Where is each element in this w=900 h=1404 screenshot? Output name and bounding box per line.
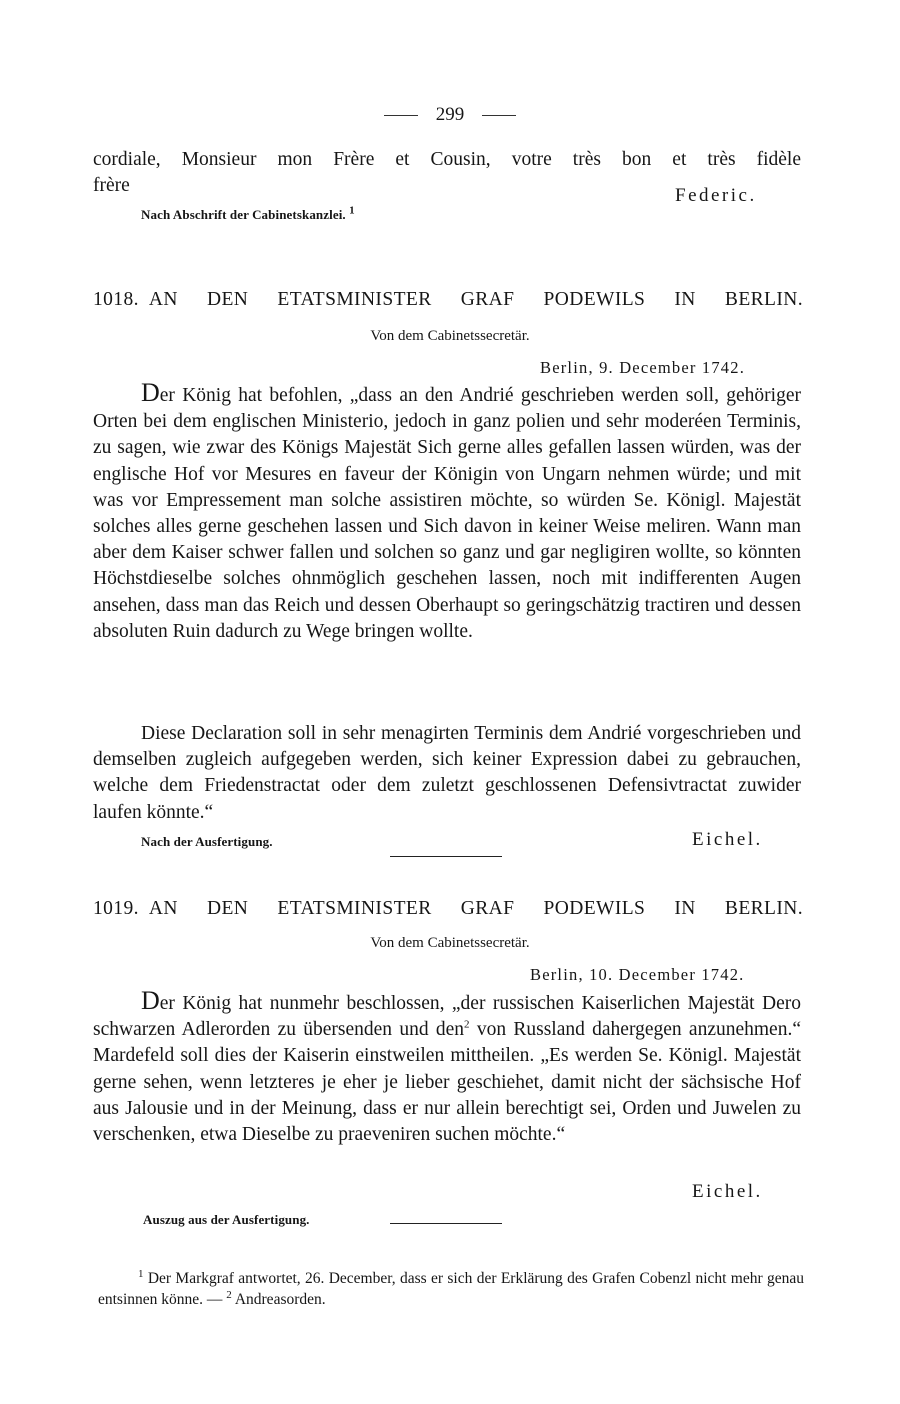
footnote-2-text: Andreasorden. bbox=[234, 1291, 326, 1308]
letter-1019-heading bbox=[93, 897, 803, 921]
continuation-source-text: Nach Abschrift der Cabinetskanzlei. bbox=[141, 207, 346, 222]
letter-1018-paragraph-2: Diese Declaration soll in sehr menagirten Terminis dem Andrié vorgeschrieben und demselben zugleich aufgegeben werden, sich keiner Expression dabei zu gebrauchen, welche dem Friedenstractat oder dem zuletzt geschlossenen Defensivtractat zuwider laufen könnte.“ bbox=[93, 723, 801, 823]
letter-1019-source: Auszug aus der Ausfertigung. bbox=[143, 1212, 310, 1227]
letter-1019-paragraph-1-text-a: er König hat nunmehr beschlossen, „der russischen Kaiserlichen Majestät Dero schwarzen Adlerorden zu übersenden und den bbox=[93, 993, 801, 1041]
letter-1018-paragraph-1 bbox=[93, 378, 801, 645]
section-divider-2 bbox=[390, 1223, 502, 1224]
continuation-line-1: cordiale, Monsieur mon Frère et Cousin, votre très bon et très fidèle bbox=[93, 149, 801, 170]
letter-1019-title: AN DEN ETATSMINISTER GRAF PODEWILS IN BERLIN. bbox=[148, 898, 803, 919]
page-number: 299 bbox=[435, 104, 465, 125]
letter-1018-paragraph-1-text: er König hat befohlen, „dass an den Andrié geschrieben werden soll, gehöriger Orten bei dem englischen Ministerio, jedoch in ganz polien und sehr moderéen Terminis, zu sagen, wie zwar des Königs Majestät Sich gerne alles gefallen lassen würden, was der englische Hof vor Mesures en faveur der Königin von Ungarn nehmen würde; und mit was vor Empressement man solche assistiren möchte, so würden Se. Königl. Majestät solches alles gerne geschehen lassen und Sich davon in keiner Weise meliren. Wann man aber dem Kaiser schwer fallen und solchen so ganz und gar negligiren wollte, so könnten Höchstdieselbe solches ohnmöglich geschehen lassen, noch mit indifferenten Augen ansehen, dass man das Reich und dessen Oberhaupt so geringschätzig tractiren und dessen absoluten Ruin dadurch zu Wege bringen wollte. bbox=[93, 385, 801, 642]
letter-1019-paragraph-1 bbox=[93, 986, 801, 1148]
letter-1018-title: AN DEN ETATSMINISTER GRAF PODEWILS IN BERLIN. bbox=[148, 289, 803, 310]
letter-1018-dateline: Berlin, 9. December 1742. bbox=[540, 358, 746, 377]
letter-1019-paragraph-1-text-b: von Russland dahergegen anzunehmen.“ Mardefeld soll dies der Kaiserin einstweilen mittheilen. „Es werden Se. Königl. Majestät gerne sehen, wenn letzteres je eher je lieber geschiehet, damit nicht der sächsische Hof aus Jalousie und in der Meinung, dass er nur allein berechtigt sei, Orden und Juwelen zu verschenken, etwa Dieselbe zu praeveniren suchen möchte.“ bbox=[93, 1019, 801, 1146]
continuation-source bbox=[141, 204, 355, 223]
continuation-signature: Federic. bbox=[675, 185, 757, 206]
footnote-1-mark: 1 bbox=[138, 1267, 144, 1280]
letter-1018-subtitle: Von dem Cabinetssecretär. bbox=[370, 328, 530, 344]
letter-1019-number: 1019. bbox=[93, 898, 139, 919]
footnote-ref-1: 1 bbox=[349, 204, 355, 217]
footnote-ref-2: 2 bbox=[464, 1018, 470, 1031]
footnote-2-mark: 2 bbox=[226, 1288, 232, 1301]
letter-1018-heading bbox=[93, 288, 803, 312]
letter-1018-number: 1018. bbox=[93, 289, 139, 310]
page-number-line bbox=[0, 104, 900, 126]
continuation-line-2: frère bbox=[93, 175, 130, 196]
letter-1019-signature: Eichel. bbox=[692, 1181, 763, 1202]
letter-1019-initial: D bbox=[141, 986, 160, 1015]
letter-1018-source: Nach der Ausfertigung. bbox=[141, 834, 273, 849]
section-divider-1 bbox=[390, 856, 502, 857]
letter-1019-subtitle: Von dem Cabinetssecretär. bbox=[370, 935, 530, 951]
page-number-dash-left bbox=[384, 115, 418, 116]
footnote-1-text: Der Markgraf antwortet, 26. December, dass er sich der Erklärung des Grafen Cobenzl nicht mehr genau entsinnen könne. — bbox=[98, 1270, 804, 1308]
letter-1019-dateline: Berlin, 10. December 1742. bbox=[530, 965, 745, 984]
letter-1018-signature: Eichel. bbox=[692, 829, 763, 850]
footnotes bbox=[98, 1268, 804, 1310]
letter-1018-initial: D bbox=[141, 378, 160, 407]
page-number-dash-right bbox=[482, 115, 516, 116]
